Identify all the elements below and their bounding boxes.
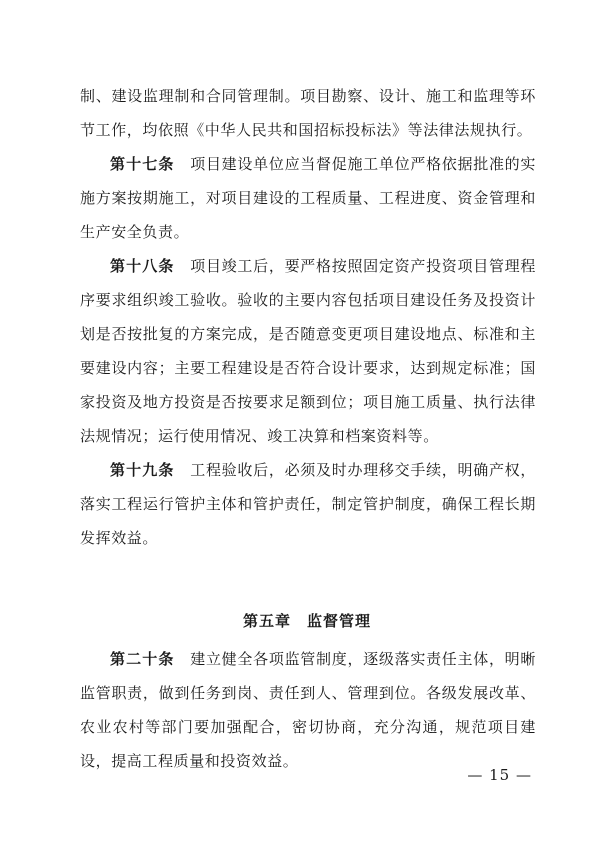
article-18-label: 第十八条 xyxy=(110,257,175,275)
article-19-label: 第十九条 xyxy=(110,461,175,479)
continuation-paragraph: 制、建设监理制和合同管理制。项目勘察、设计、施工和监理等环节工作，均依照《中华人民共和国招标投标法》等法律法规执行。 xyxy=(80,87,536,139)
article-19-text: 工程验收后，必须及时办理移交手续，明确产权，落实工程运行管护主体和管护责任，制定管护制度，确保工程长期发挥效益。 xyxy=(80,461,536,547)
article-19-paragraph xyxy=(80,453,536,555)
body-text-lower xyxy=(80,642,536,778)
chapter-title: 第五章 监督管理 xyxy=(242,612,371,630)
article-17-text: 项目建设单位应当督促施工单位严格依据批准的实施方案按期施工，对项目建设的工程质量、工程进度、资金管理和生产安全负责。 xyxy=(80,155,536,241)
article-18-paragraph xyxy=(80,249,536,453)
article-17-paragraph xyxy=(80,147,536,249)
article-17-label: 第十七条 xyxy=(110,155,175,173)
body-text-upper xyxy=(80,79,536,555)
article-20-text: 建立健全各项监管制度，逐级落实责任主体，明晰监管职责，做到任务到岗、责任到人、管理到位。各级发展改革、农业农村等部门要加强配合，密切协商，充分沟通，规范项目建设，提高工程质量和投资效益。 xyxy=(80,650,536,770)
article-18-text: 项目竣工后，要严格按照固定资产投资项目管理程序要求组织竣工验收。验收的主要内容包括项目建设任务及投资计划是否按批复的方案完成，是否随意变更项目建设地点、标准和主要建设内容；主要工程建设是否符合设计要求，达到规定标准；国家投资及地方投资是否按要求足额到位；项目施工质量、执行法律法规情况；运行使用情况、竣工决算和档案资料等。 xyxy=(80,257,536,445)
page-number: — 15 — xyxy=(467,766,532,784)
article-20-label: 第二十条 xyxy=(110,650,175,668)
article-20-paragraph xyxy=(80,642,536,778)
